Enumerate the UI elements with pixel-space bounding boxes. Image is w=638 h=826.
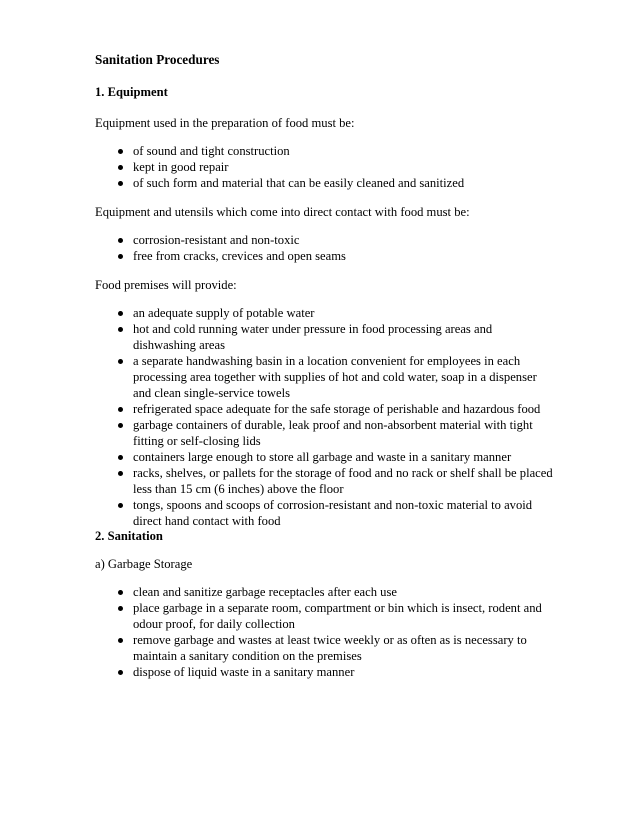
subheading-garbage-storage: a) Garbage Storage [95,557,193,571]
bullet-list-premises [0,305,553,529]
list-item: clean and sanitize garbage receptacles after each use [0,584,553,600]
list-item: of sound and tight construction [0,143,553,159]
list-item: of such form and material that can be easily cleaned and sanitized [0,175,553,191]
list-item: dispose of liquid waste in a sanitary manner [0,664,553,680]
paragraph-utensils-intro: Equipment and utensils which come into direct contact with food must be: [95,205,470,219]
list-item: free from cracks, crevices and open seams [0,248,553,264]
bullet-list-garbage-storage [0,584,553,680]
list-item: corrosion-resistant and non-toxic [0,232,553,248]
paragraph-premises-intro: Food premises will provide: [95,278,237,292]
paragraph-equipment-intro: Equipment used in the preparation of food must be: [95,116,355,130]
list-item: racks, shelves, or pallets for the storage of food and no rack or shelf shall be placed less than 15 cm (6 inches) above the floor [0,465,553,497]
bullet-list-utensils [0,232,553,264]
list-item: containers large enough to store all garbage and waste in a sanitary manner [0,449,553,465]
page-title: Sanitation Procedures [95,52,220,67]
list-item: an adequate supply of potable water [0,305,553,321]
bullet-list-equipment [0,143,553,191]
section-heading-sanitation: 2. Sanitation [95,529,163,543]
list-item: refrigerated space adequate for the safe storage of perishable and hazardous food [0,401,553,417]
section-heading-equipment: 1. Equipment [95,85,168,99]
list-item: kept in good repair [0,159,553,175]
list-item: remove garbage and wastes at least twice weekly or as often as is necessary to maintain a sanitary condition on the premises [0,632,553,664]
list-item: place garbage in a separate room, compartment or bin which is insect, rodent and odour proof, for daily collection [0,600,553,632]
list-item: garbage containers of durable, leak proof and non-absorbent material with tight fitting or self-closing lids [0,417,553,449]
list-item: a separate handwashing basin in a location convenient for employees in each processing area together with supplies of hot and cold water, soap in a dispenser and clean single-service towels [0,353,553,401]
list-item: tongs, spoons and scoops of corrosion-resistant and non-toxic material to avoid direct hand contact with food [0,497,553,529]
list-item: hot and cold running water under pressure in food processing areas and dishwashing areas [0,321,553,353]
